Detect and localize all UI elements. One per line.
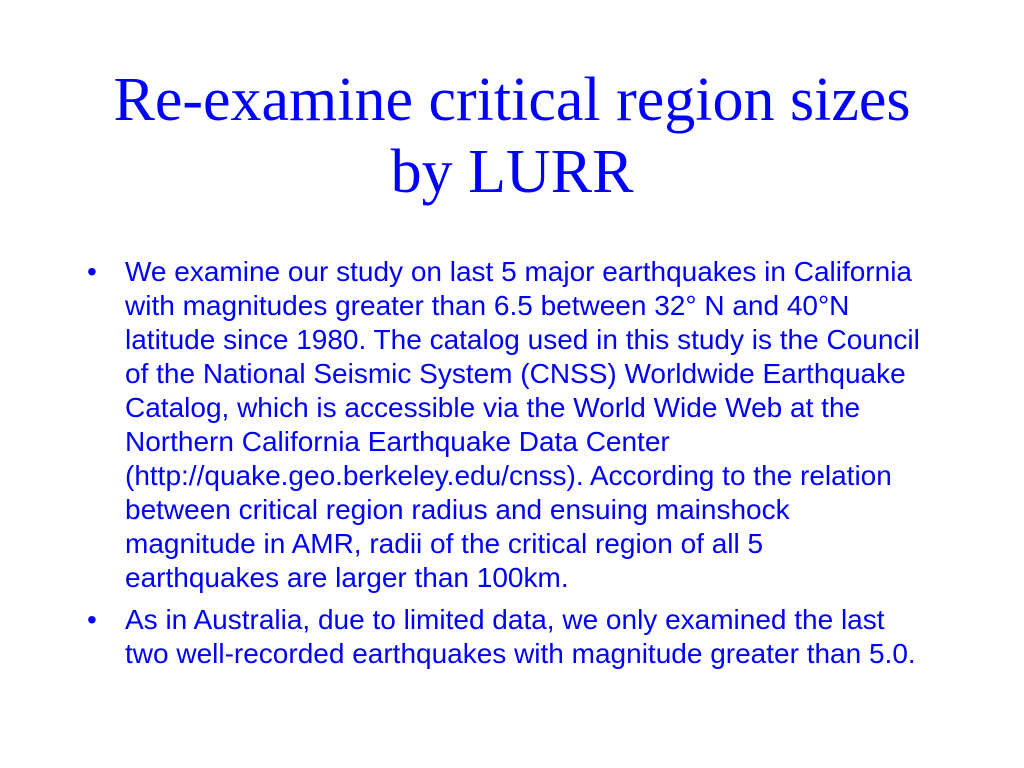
bullet-item	[0, 603, 1024, 671]
bullet-marker: •	[87, 604, 97, 635]
slide-title-line: by LURR	[390, 138, 634, 206]
bullet-item	[0, 255, 1024, 595]
bullet-list	[0, 255, 1024, 671]
bullet-text-line: latitude since 1980. The catalog used in this study is the Council	[125, 324, 920, 355]
bullet-text-line: (http://quake.geo.berkeley.edu/cnss). According to the relation	[125, 460, 892, 491]
slide-title	[0, 64, 1024, 208]
bullet-text-line: between critical region radius and ensuing mainshock	[125, 494, 790, 525]
bullet-text-line: earthquakes are larger than 100km.	[125, 562, 569, 593]
bullet-marker: •	[87, 256, 97, 287]
bullet-text-line: two well-recorded earthquakes with magnitude greater than 5.0.	[125, 638, 916, 669]
bullet-text-line: with magnitudes greater than 6.5 between 32° N and 40°N	[125, 290, 850, 321]
bullet-text-line: magnitude in AMR, radii of the critical region of all 5	[125, 528, 764, 559]
bullet-text-line: Catalog, which is accessible via the World Wide Web at the	[125, 392, 861, 423]
bullet-text-line: We examine our study on last 5 major earthquakes in California	[125, 256, 912, 287]
bullet-text-line: Northern California Earthquake Data Center	[125, 426, 670, 457]
bullet-text-line: of the National Seismic System (CNSS) Worldwide Earthquake	[125, 358, 906, 389]
bullet-text-line: As in Australia, due to limited data, we only examined the last	[125, 604, 885, 635]
slide-title-line: Re-examine critical region sizes	[113, 66, 911, 134]
